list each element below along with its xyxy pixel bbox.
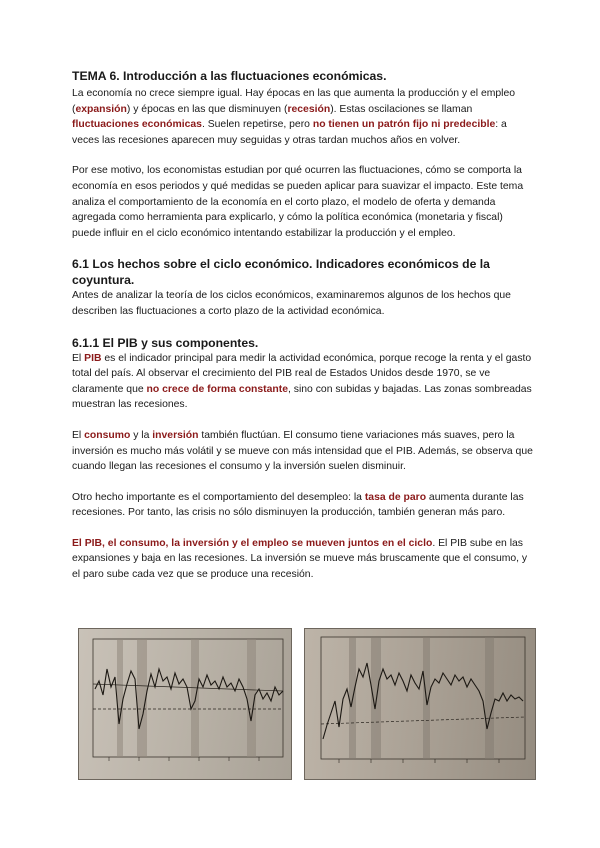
intro-text-4: . Suelen repetirse, pero: [201, 119, 313, 131]
pib-text-1: El: [72, 352, 85, 364]
paro-text-1: Otro hecho importante es el comportamiento del desempleo: la: [72, 491, 365, 503]
intro-text-5: : a veces las recesiones aparecen muy seguidas y otras tardan muchos años en volver.: [72, 119, 507, 146]
intro-text-3: ). Estas oscilaciones se llaman: [330, 103, 473, 115]
section-6-1-title: 6.1 Los hechos sobre el ciclo económico. Indicadores económicos de la coyuntura.: [72, 257, 490, 288]
paro-chart-photo: [304, 628, 536, 780]
highlight-inversion: inversión: [152, 429, 199, 441]
pib-text-2: es el indicador principal para medir la actividad económica, porque recoge la renta y el gasto total del país. Al observar el crecimiento del PIB real de Estados Unidos desde 1970, se ve claramente que: [72, 352, 532, 395]
highlight-summary: El PIB, el consumo, la inversión y el empleo se mueven juntos en el ciclo: [72, 537, 433, 549]
paro-paragraph: [72, 490, 534, 521]
document-title: TEMA 6. Introducción a las fluctuaciones económicas.: [72, 69, 387, 83]
consumo-text-3: también fluctúan. El consumo tiene variaciones más suaves, pero la inversión es mucho más volátil y se mueve con más intensidad que el PIB. Además, se observa que cuando llegan las recesiones el consumo y la inversión suelen disminuir.: [72, 429, 533, 473]
summary-text: . El PIB sube en las expansiones y baja en las recesiones. La inversión se mueve más bruscamente que el consumo, y el paro sube cada vez que se produce una recesión.: [72, 537, 528, 581]
paro-text-2: aumenta durante las recesiones. Por tanto, las crisis no sólo disminuyen la producción, también generan más paro.: [72, 491, 524, 519]
pib-chart-graphic: [79, 629, 291, 779]
intro-paragraph: [72, 86, 534, 148]
highlight-consumo: consumo: [84, 429, 131, 441]
summary-paragraph: [72, 536, 534, 583]
figures-row: [78, 628, 538, 778]
pib-paragraph: [72, 351, 534, 413]
section-6-1-text: Antes de analizar la teoría de los ciclos económicos, examinaremos algunos de los hechos que describen las fluctuaciones a corto plazo de la actividad económica.: [72, 290, 511, 317]
consumo-text-2: y la: [130, 429, 153, 441]
highlight-no-crece: no crece de forma constante: [146, 383, 288, 395]
highlight-recesion: recesión: [287, 103, 331, 115]
highlight-tasa-paro: tasa de paro: [364, 491, 427, 503]
intro-text-1: La economía no crece siempre igual. Hay épocas en las que aumenta la producción y el empleo (: [72, 88, 516, 115]
pib-chart-photo: [78, 628, 292, 780]
paro-chart-graphic: [305, 629, 535, 779]
highlight-pib: PIB: [84, 352, 102, 364]
highlight-no-patron: no tienen un patrón fijo ni predecible: [312, 119, 496, 131]
pib-text-3: , sino con subidas y bajadas. Las zonas sombreadas muestran las recesiones.: [72, 383, 532, 411]
highlight-expansion: expansión: [75, 103, 127, 115]
intro-text-2: ) y épocas en las que disminuyen (: [126, 103, 288, 115]
section-6-1-1-title: 6.1.1 El PIB y sus componentes.: [72, 335, 259, 350]
consumo-text-1: El: [72, 429, 85, 441]
document-page: [72, 68, 534, 583]
consumo-paragraph: [72, 428, 534, 475]
highlight-fluctuaciones: fluctuaciones económicas: [72, 119, 202, 131]
motivation-paragraph: Por ese motivo, los economistas estudian por qué ocurren las fluctuaciones, cómo se comporta la economía en esos periodos y qué medidas se pueden aplicar para suavizar el impacto. Este tema analiza el comportamiento de la economía en el corto plazo, el modelo de oferta y demanda agregada como herramienta para explicarlo, y cómo la política económica (monetaria y fiscal) puede influir en el ciclo económico intentando estabilizar la producción y el empleo.: [72, 165, 524, 239]
